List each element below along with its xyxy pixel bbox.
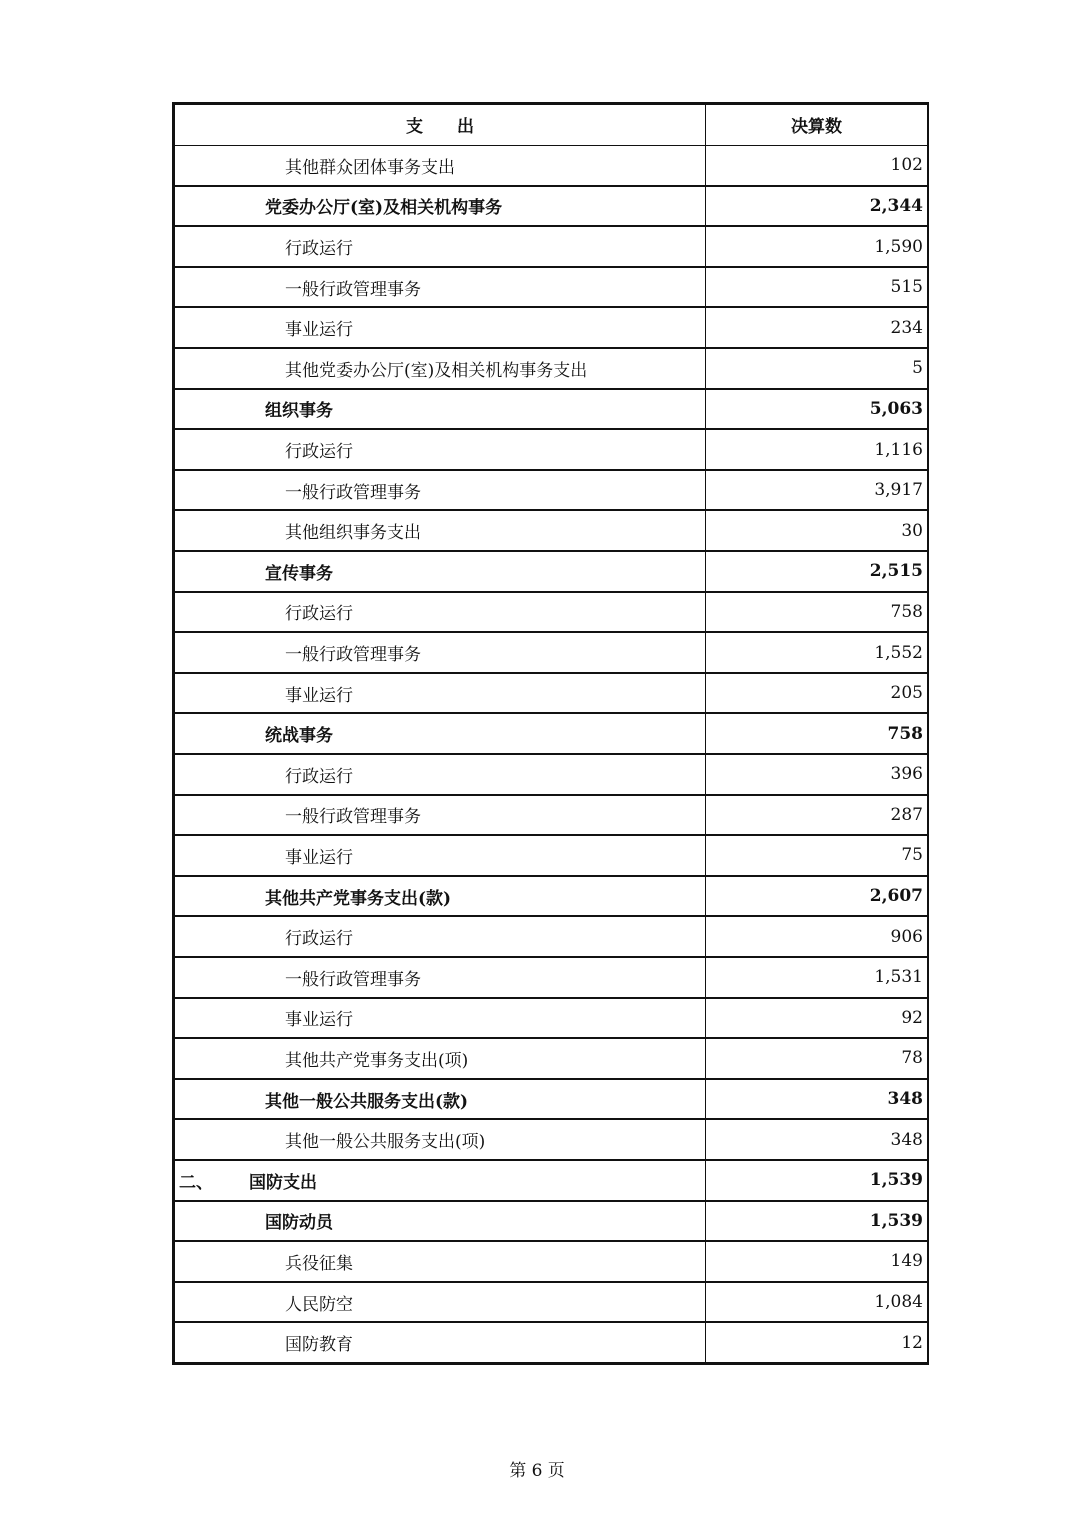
row-item-name: 事业运行	[285, 1010, 353, 1031]
row-item-name: 其他组织事务支出	[285, 523, 421, 544]
row-amount: 5	[706, 348, 928, 389]
table-row	[175, 1160, 928, 1201]
row-amount: 348	[706, 1119, 928, 1160]
table-row	[175, 1201, 928, 1242]
table-row	[175, 632, 928, 673]
row-amount: 75	[706, 835, 928, 876]
table-header-row	[175, 105, 928, 146]
row-item-name-cell	[175, 795, 706, 836]
header-final-amount: 决算数	[706, 105, 928, 146]
table-row	[175, 267, 928, 308]
row-item-name: 其他一般公共服务支出(款)	[265, 1091, 469, 1112]
row-item-name: 事业运行	[285, 847, 353, 868]
row-amount: 396	[706, 754, 928, 795]
row-item-name-cell	[175, 551, 706, 592]
row-amount: 1,539	[706, 1201, 928, 1242]
row-amount: 515	[706, 267, 928, 308]
table-row	[175, 1282, 928, 1323]
row-item-name-cell	[175, 186, 706, 227]
row-item-name: 一般行政管理事务	[285, 969, 421, 990]
row-item-name: 事业运行	[285, 320, 353, 341]
table-row	[175, 429, 928, 470]
row-amount: 205	[706, 673, 928, 714]
row-item-name-cell	[175, 267, 706, 308]
row-item-name: 党委办公厅(室)及相关机构事务	[265, 198, 503, 219]
row-item-name-cell	[175, 754, 706, 795]
row-item-name: 宣传事务	[265, 563, 333, 584]
row-item-name-cell	[175, 1241, 706, 1282]
table-row	[175, 713, 928, 754]
row-item-name: 国防支出	[249, 1172, 317, 1193]
row-amount: 906	[706, 916, 928, 957]
row-item-name-cell	[175, 835, 706, 876]
row-item-name: 其他一般公共服务支出(项)	[285, 1132, 486, 1153]
row-item-name: 一般行政管理事务	[285, 645, 421, 666]
row-item-name-cell	[175, 1322, 706, 1363]
row-item-name: 一般行政管理事务	[285, 807, 421, 828]
table-row	[175, 510, 928, 551]
row-amount: 30	[706, 510, 928, 551]
row-item-name-cell	[175, 307, 706, 348]
row-amount: 2,515	[706, 551, 928, 592]
row-item-name-cell	[175, 1160, 706, 1201]
table-row	[175, 795, 928, 836]
table-row	[175, 1241, 928, 1282]
row-item-name-cell	[175, 673, 706, 714]
table-row	[175, 145, 928, 186]
row-amount: 348	[706, 1079, 928, 1120]
table-row	[175, 835, 928, 876]
table-row	[175, 1119, 928, 1160]
row-amount: 1,539	[706, 1160, 928, 1201]
row-item-name: 一般行政管理事务	[285, 279, 421, 300]
row-amount: 5,063	[706, 389, 928, 430]
row-item-name: 组织事务	[265, 401, 333, 422]
row-item-name-cell	[175, 1079, 706, 1120]
row-amount: 1,084	[706, 1282, 928, 1323]
table-row	[175, 226, 928, 267]
row-item-name-cell	[175, 1038, 706, 1079]
row-item-name-cell	[175, 998, 706, 1039]
row-item-name: 其他共产党事务支出(项)	[285, 1050, 469, 1071]
row-item-name-cell	[175, 389, 706, 430]
row-item-name: 行政运行	[285, 442, 353, 463]
row-amount: 12	[706, 1322, 928, 1363]
table-row	[175, 998, 928, 1039]
row-amount: 102	[706, 145, 928, 186]
row-amount: 1,552	[706, 632, 928, 673]
row-item-name-cell	[175, 145, 706, 186]
table-row	[175, 957, 928, 998]
row-item-code: 二、	[179, 1172, 213, 1193]
row-item-name: 统战事务	[265, 726, 333, 747]
row-item-name: 行政运行	[285, 766, 353, 787]
table-row	[175, 470, 928, 511]
row-item-name-cell	[175, 348, 706, 389]
row-amount: 2,607	[706, 876, 928, 917]
row-amount: 1,116	[706, 429, 928, 470]
table-row	[175, 186, 928, 227]
table-row	[175, 754, 928, 795]
row-item-name: 事业运行	[285, 685, 353, 706]
expenditure-table-frame	[172, 102, 929, 1365]
row-item-name: 其他群众团体事务支出	[285, 157, 455, 178]
row-item-name: 行政运行	[285, 604, 353, 625]
expenditure-table	[174, 104, 928, 1363]
row-item-name-cell	[175, 429, 706, 470]
row-amount: 1,531	[706, 957, 928, 998]
row-item-name: 其他共产党事务支出(款)	[265, 888, 452, 909]
row-amount: 3,917	[706, 470, 928, 511]
table-row	[175, 348, 928, 389]
row-amount: 758	[706, 592, 928, 633]
page-number: 第 6 页	[509, 1461, 565, 1481]
row-item-name: 国防教育	[285, 1335, 353, 1356]
row-item-name-cell	[175, 592, 706, 633]
row-item-name-cell	[175, 632, 706, 673]
row-item-name-cell	[175, 1119, 706, 1160]
row-amount: 234	[706, 307, 928, 348]
row-item-name: 人民防空	[285, 1294, 353, 1315]
row-item-name: 兵役征集	[285, 1253, 353, 1274]
header-expenditure: 支 出	[175, 105, 706, 146]
row-item-name: 国防动员	[265, 1213, 333, 1234]
row-item-name-cell	[175, 1201, 706, 1242]
row-amount: 1,590	[706, 226, 928, 267]
row-amount: 78	[706, 1038, 928, 1079]
row-item-name: 其他党委办公厅(室)及相关机构事务支出	[285, 360, 588, 381]
row-item-name-cell	[175, 510, 706, 551]
table-row	[175, 551, 928, 592]
table-row	[175, 916, 928, 957]
row-item-name-cell	[175, 1282, 706, 1323]
row-item-name-cell	[175, 713, 706, 754]
row-item-name: 行政运行	[285, 929, 353, 950]
row-amount: 149	[706, 1241, 928, 1282]
row-item-name: 行政运行	[285, 239, 353, 260]
table-row	[175, 389, 928, 430]
row-amount: 758	[706, 713, 928, 754]
table-row	[175, 1322, 928, 1363]
table-row	[175, 876, 928, 917]
table-row	[175, 1079, 928, 1120]
row-item-name-cell	[175, 916, 706, 957]
row-item-name: 一般行政管理事务	[285, 482, 421, 503]
table-row	[175, 592, 928, 633]
row-item-name-cell	[175, 470, 706, 511]
row-amount: 2,344	[706, 186, 928, 227]
row-amount: 92	[706, 998, 928, 1039]
table-row	[175, 1038, 928, 1079]
table-row	[175, 307, 928, 348]
row-item-name-cell	[175, 957, 706, 998]
row-item-name-cell	[175, 226, 706, 267]
row-amount: 287	[706, 795, 928, 836]
table-row	[175, 673, 928, 714]
row-item-name-cell	[175, 876, 706, 917]
